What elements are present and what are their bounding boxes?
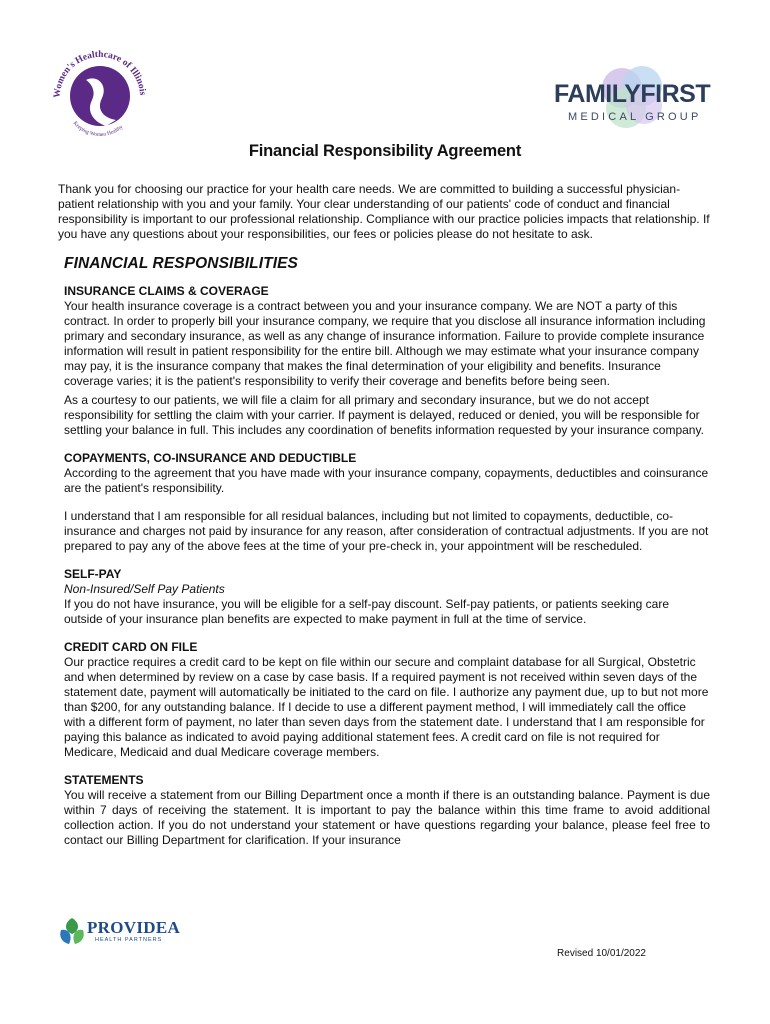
- insurance-paragraph-2: As a courtesy to our patients, we will file a claim for all primary and secondary insurance, but we do not accept responsibility for settling the claim with your carrier. If payment is delayed, reduced or denied, you will be responsible for settling your balance in full. This includes any coordination of benefits information requested by your insurance company.: [64, 393, 704, 437]
- financial-responsibilities-heading: FINANCIAL RESPONSIBILITIES: [64, 255, 298, 272]
- insurance-heading: INSURANCE CLAIMS & COVERAGE: [64, 284, 269, 298]
- copay-section: [64, 451, 710, 554]
- copay-paragraph-1: According to the agreement that you have made with your insurance company, copayments, deductibles and coinsurance are the patient's responsibility.: [64, 466, 709, 495]
- intro-paragraph: Thank you for choosing our practice for your health care needs. We are committed to building a successful physician-patient relationship with you and your family. Your clear understanding of our patients' code of conduct and financial responsibility is important to our professional relationship. Compliance with our practice policies impacts that relationship. If you have any questions about your responsibilities, our fees or policies please do not hesitate to ask.: [58, 182, 710, 241]
- providea-subtitle: HEALTH PARTNERS: [95, 937, 163, 943]
- selfpay-paragraph: If you do not have insurance, you will be eligible for a self-pay discount. Self-pay patients, or patients seeking care outside of your insurance plan benefits are expected to make payment in full at the time of service.: [64, 597, 670, 626]
- selfpay-section: [64, 567, 710, 627]
- providea-leaf-icon: [57, 916, 87, 948]
- document-body: [58, 182, 710, 848]
- family-first-subtitle: MEDICAL GROUP: [568, 111, 702, 123]
- credit-card-heading: CREDIT CARD ON FILE: [64, 640, 198, 654]
- insurance-paragraph-1: Your health insurance coverage is a contract between you and your insurance company. We are NOT a party of this contract. In order to properly bill your insurance company, we require that you disclose all insurance information including primary and secondary insurance, as well as any change of insurance information. Failure to provide complete insurance information will result in patient responsibility for the entire bill. Although we may estimate what your insurance company may pay, it is the insurance company that makes the final determination of your eligibility and benefits. Insurance coverage varies; it is the patient's responsibility to verify their coverage and benefits before being seen.: [64, 299, 706, 388]
- providea-wordmark: PROVIDEA: [87, 918, 181, 937]
- statements-section: [64, 773, 710, 848]
- credit-card-section: [64, 640, 710, 760]
- document-title: Financial Responsibility Agreement: [248, 142, 522, 160]
- womens-healthcare-logo: [46, 40, 154, 148]
- copay-heading: COPAYMENTS, CO-INSURANCE AND DEDUCTIBLE: [64, 451, 357, 465]
- providea-logo: [57, 916, 181, 950]
- statements-heading: STATEMENTS: [64, 773, 144, 787]
- copay-paragraph-2: I understand that I am responsible for all residual balances, including but not limited to copayments, deductible, co-insurance and charges not paid by insurance for any reason, after consideration of contractual adjustments. If you are not prepared to pay any of the above fees at the time of your pre-check in, your appointment will be rescheduled.: [64, 509, 709, 553]
- womens-healthcare-emblem-icon: [46, 40, 154, 148]
- insurance-section: [64, 284, 710, 438]
- svg-text:Women's Healthcare of Illinois: Women's Healthcare of Illinois: [52, 49, 148, 99]
- family-first-wordmark: FAMILYFIRST: [554, 80, 711, 108]
- revised-date: Revised 10/01/2022: [557, 948, 646, 959]
- selfpay-heading: SELF-PAY: [64, 567, 122, 581]
- selfpay-subheading: Non-Insured/Self Pay Patients: [64, 582, 225, 596]
- credit-card-paragraph: Our practice requires a credit card to be kept on file within our secure and complaint database for all Surgical, Obstetric and when determined by review on a case by case basis. If a required payment is not received within seven days of the statement date, payment will automatically be initiated to the card on file. I authorize any payment due, up to but not more than $200, for any outstanding balance. If I decide to use a different payment method, I will immediately call the office with a different form of payment, no later than seven days from the statement date. I understand that I am responsible for paying this balance as indicated to avoid paying additional statement fees. A credit card on file is not required for Medicare, Medicaid and dual Medicare coverage members.: [64, 655, 709, 759]
- family-first-logo: [550, 60, 720, 132]
- svg-text:Keeping Women Healthy: Keeping Women Healthy: [71, 120, 125, 139]
- statements-paragraph: You will receive a statement from our Billing Department once a month if there is an outstanding balance. Payment is due within 7 days of receiving the statement. It is important to pay the balance within this time frame to avoid additional collection action. If you do not understand your statement or have questions regarding your balance, please feel free to contact our Billing Department for clarification. If your insurance: [64, 788, 710, 847]
